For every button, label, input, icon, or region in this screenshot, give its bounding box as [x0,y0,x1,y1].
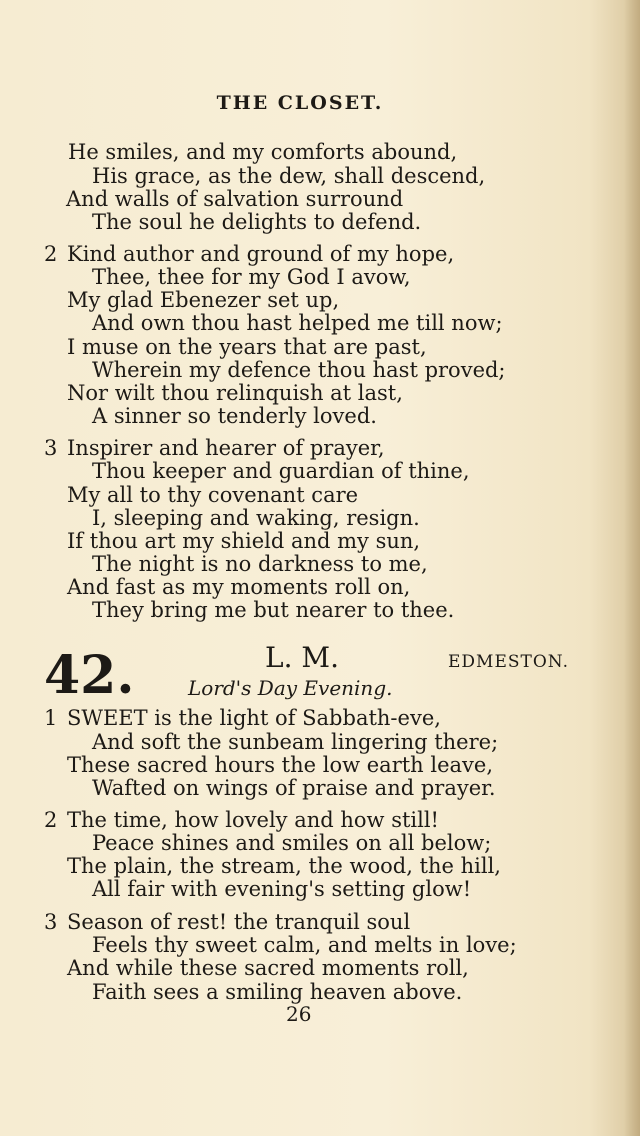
verse-line: The time, how lovely and how still! [67,808,439,832]
verse-line: And own thou hast helped me till now; [92,311,503,335]
hymn-number: 42. [44,645,135,706]
verse-line: And fast as my moments roll on, [67,575,411,599]
verse-line: The soul he delights to defend. [92,210,422,234]
stanza-number: 3 [44,436,58,460]
tune-name: EDMESTON. [448,652,569,672]
running-head: THE CLOSET. [216,92,384,114]
page-number: 26 [286,1002,312,1026]
stanza-number: 2 [44,808,58,832]
verse-line: Season of rest! the tranquil soul [67,910,411,934]
verse-line: Thee, thee for my God I avow, [92,265,411,289]
verse-line: Feels thy sweet calm, and melts in love; [92,933,517,957]
verse-line: Kind author and ground of my hope, [67,242,455,266]
verse-line: My all to thy covenant care [67,483,359,507]
hymn-subtitle: Lord's Day Evening. [188,676,393,700]
verse-line: Wafted on wings of praise and prayer. [92,776,496,800]
verse-line: The plain, the stream, the wood, the hill, [67,854,501,878]
verse-line: And while these sacred moments roll, [67,956,469,980]
verse-line: My glad Ebenezer set up, [67,288,340,312]
verse-line: SWEET is the light of Sabbath-eve, [67,706,441,730]
verse-line: I, sleeping and waking, resign. [92,506,420,530]
verse-line: If thou art my shield and my sun, [67,529,421,553]
verse-line: And walls of salvation surround [66,187,404,211]
verse-line: Wherein my defence thou hast proved; [92,358,506,382]
verse-line: Peace shines and smiles on all below; [92,831,492,855]
stanza-number: 1 [44,706,58,730]
verse-line: All fair with evening's setting glow! [92,877,472,901]
verse-line: He smiles, and my comforts abound, [68,140,458,164]
hymn-meter: L. M. [265,641,339,674]
verse-line: Nor wilt thou relinquish at last, [67,381,403,405]
verse-line: Inspirer and hearer of prayer, [67,436,385,460]
verse-line: They bring me but nearer to thee. [92,598,455,622]
verse-line: These sacred hours the low earth leave, [67,753,493,777]
verse-line: Thou keeper and guardian of thine, [92,459,470,483]
verse-line: The night is no darkness to me, [92,552,428,576]
verse-line: And soft the sunbeam lingering there; [92,730,499,754]
verse-line: A sinner so tenderly loved. [92,404,377,428]
page-edge-shadow [624,0,640,1136]
verse-line: His grace, as the dew, shall descend, [92,164,486,188]
stanza-number: 2 [44,242,58,266]
verse-line: Faith sees a smiling heaven above. [92,980,463,1004]
stanza-number: 3 [44,910,58,934]
verse-line: I muse on the years that are past, [67,335,427,359]
